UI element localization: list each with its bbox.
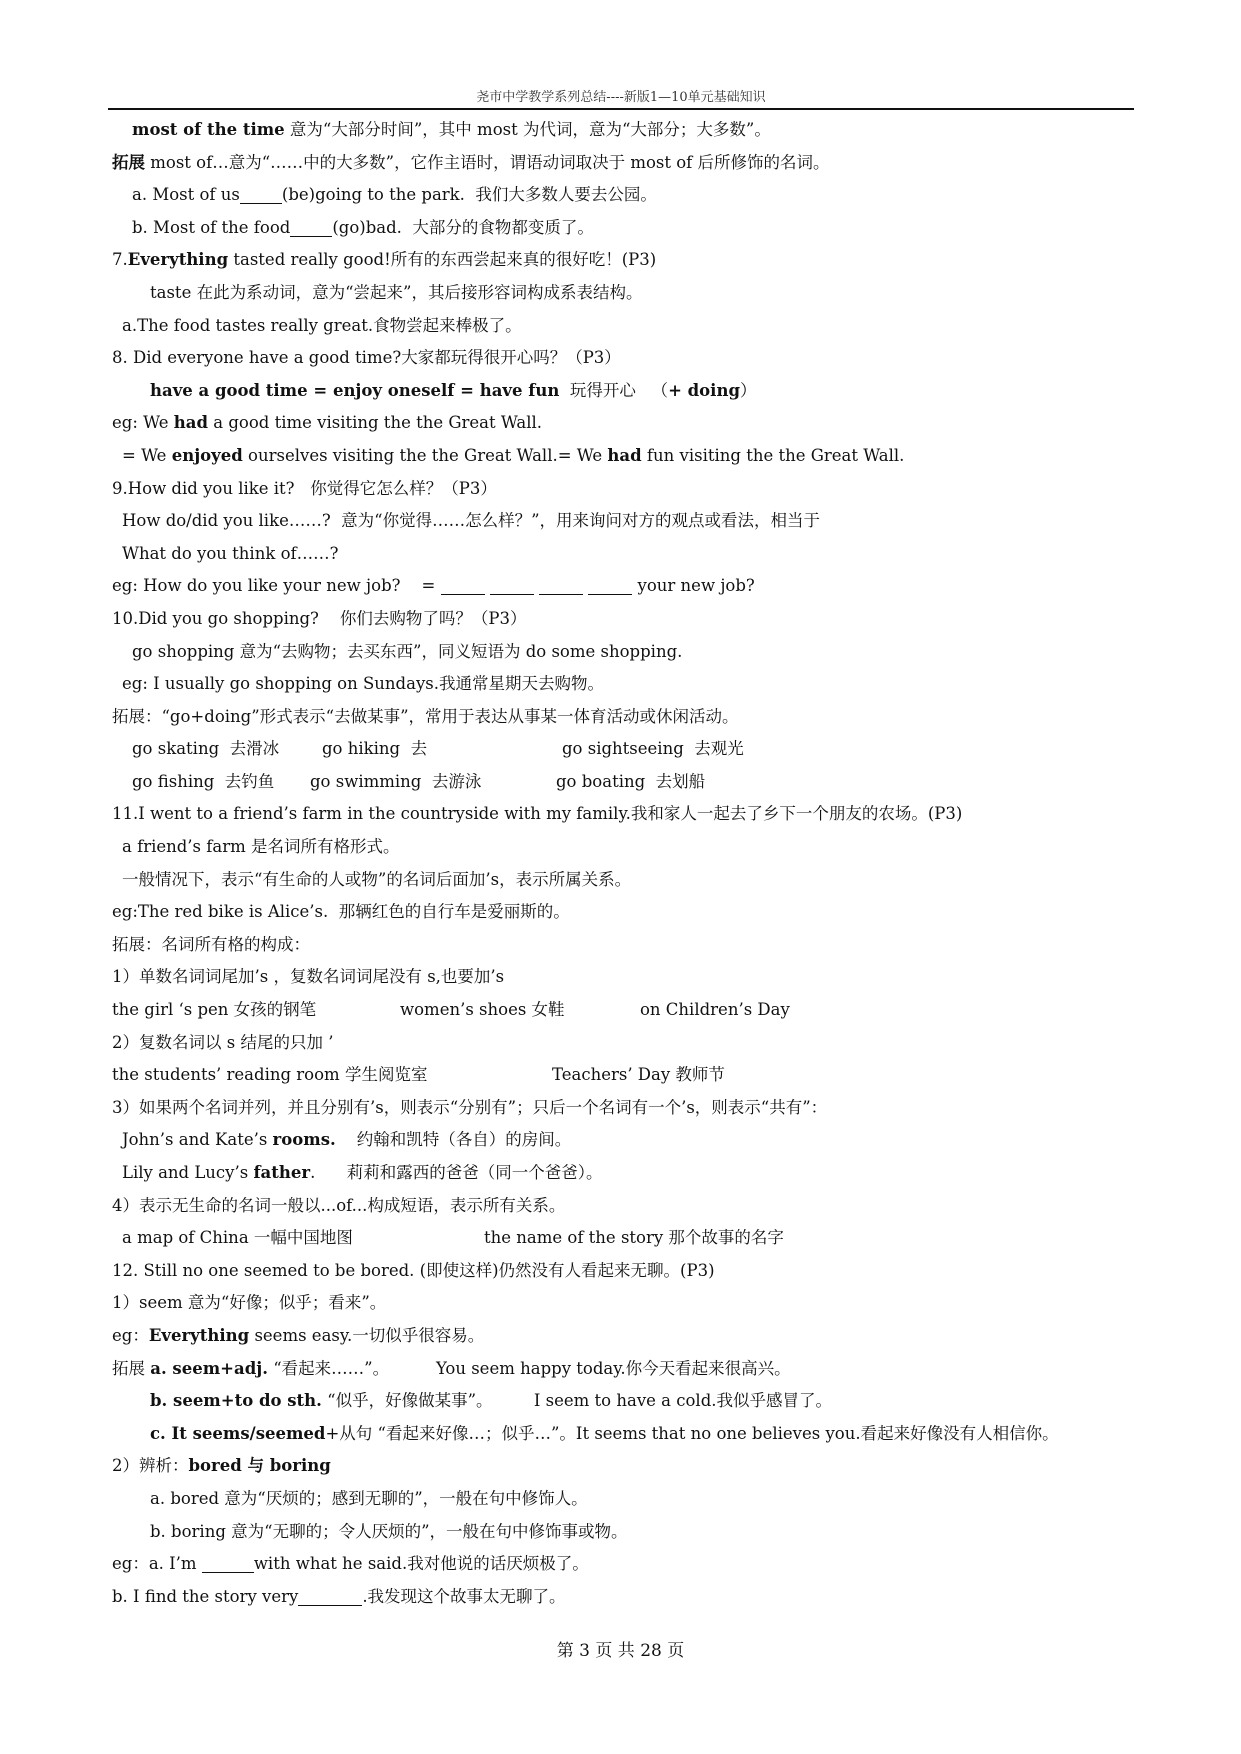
line-20 (112, 733, 1132, 766)
text: your new job? (632, 576, 755, 596)
line-38 (112, 1320, 1132, 1353)
text: 意为“大部分时间”，其中 most 为代词，意为“大部分；大多数”。 (284, 120, 771, 139)
line-23: a friend’s farm 是名词所有格形式。 (122, 837, 400, 857)
page-footer: 第 3 页 共 28 页 (556, 1641, 685, 1661)
line-7: a.The food tastes really great.食物尝起来棒极了。 (122, 315, 522, 335)
line-42 (112, 1450, 1132, 1483)
text: with what he said.我对他说的话厌烦极了。 (253, 1554, 589, 1574)
line-29: 2）复数名词以 s 结尾的只加 ’ (112, 1032, 334, 1052)
line-39 (112, 1353, 1132, 1386)
text: go hiking 去 (322, 739, 428, 759)
phrase-bold: have a good time = enjoy oneself = have fun (150, 380, 560, 400)
line-27: 1）单数名词词尾加’s ，复数名词词尾没有 s,也要加’s (112, 967, 505, 987)
text: go sightseeing 去观光 (562, 739, 744, 759)
line-5 (112, 244, 1132, 277)
line-43: a. bored 意为“厌烦的；感到无聊的”，一般在句中修饰人。 (150, 1488, 588, 1508)
text: . 莉莉和露西的爸爸（同一个爸爸）。 (310, 1163, 603, 1182)
text: go boating 去划船 (556, 771, 706, 791)
text: a map of China 一幅中国地图 (122, 1228, 353, 1248)
blank (441, 576, 485, 595)
text: (be)going to the park. 我们大多数人要去公园。 (281, 185, 657, 205)
text: 拓展 (112, 1358, 151, 1378)
line-36: 12. Still no one seemed to be bored. (即使这样)仍然没有人看起来无聊。(P3) (112, 1260, 715, 1280)
word-bold: had (607, 445, 642, 465)
text: (go)bad. 大部分的食物都变质了。 (332, 217, 594, 237)
header-rule (108, 108, 1134, 110)
text: = We (122, 445, 172, 465)
text: eg：a. I’m (112, 1554, 202, 1574)
text: b. Most of the food (132, 217, 291, 237)
page-header: 尧市中学教学系列总结----新版1—10单元基础知识 (476, 90, 766, 105)
line-26: 拓展：名词所有格的构成： (112, 934, 310, 954)
line-45 (112, 1548, 1132, 1581)
text: Lily and Lucy’s (122, 1163, 254, 1182)
line-46 (112, 1581, 1132, 1614)
text: 玩得开心 （ (559, 380, 669, 400)
text: 2）辨析： (112, 1456, 189, 1476)
text: go fishing 去钓鱼 (132, 771, 275, 791)
blank (298, 1587, 362, 1606)
text: 约翰和凯特（各自）的房间。 (335, 1130, 572, 1150)
line-11 (112, 440, 1132, 473)
text: ） (739, 380, 757, 400)
line-28 (112, 994, 1132, 1027)
line-14: What do you think of……? (122, 543, 339, 563)
line-8: 8. Did everyone have a good time?大家都玩得很开心吗？（P3） (112, 348, 621, 368)
text: seems easy.一切似乎很容易。 (249, 1325, 485, 1345)
text: the students’ reading room 学生阅览室 (112, 1065, 428, 1085)
line-19: 拓展：“go+doing”形式表示“去做某事”，常用于表达从事某一体育活动或休闲活动。 (112, 706, 739, 726)
line-16: 10.Did you go shopping? 你们去购物了吗？（P3） (112, 608, 527, 628)
text: go swimming 去游泳 (310, 771, 482, 791)
line-3 (112, 179, 1132, 212)
word-bold: enjoyed (171, 445, 243, 465)
word-bold: Everything (127, 250, 229, 270)
line-10 (112, 407, 1132, 440)
text: a good time visiting the the Great Wall. (208, 413, 543, 433)
line-2 (112, 147, 1132, 180)
text: I seem to have a cold.我似乎感冒了。 (533, 1391, 833, 1411)
document-body (112, 114, 1132, 1613)
blank (490, 576, 534, 595)
text: tasted really good!所有的东西尝起来真的很好吃！(P3) (228, 250, 657, 270)
text: “似乎，好像做某事”。 (321, 1391, 493, 1411)
word-bold: had (173, 413, 208, 433)
phrase-bold: bored 与 boring (188, 1456, 331, 1476)
text: the name of the story 那个故事的名字 (484, 1228, 784, 1248)
blank (539, 576, 583, 595)
line-21 (112, 766, 1132, 799)
text: a. Most of us (132, 185, 240, 205)
line-12: 9.How did you like it? 你觉得它怎么样？（P3） (112, 478, 497, 498)
phrase-bold: c. (150, 1423, 172, 1443)
text: eg: We (112, 413, 174, 433)
line-24: 一般情况下，表示“有生命的人或物”的名词后面加’s，表示所属关系。 (122, 869, 632, 889)
text: the girl ‘s pen 女孩的钢笔 (112, 1000, 317, 1020)
line-15 (112, 570, 1132, 603)
phrase-bold: most of the time (132, 120, 285, 139)
line-25: eg:The red bike is Alice’s. 那辆红色的自行车是爱丽斯的。 (112, 902, 570, 922)
text: +从句 “看起来好像…；似乎…”。It seems that no one believes you.看起来好像没有人相信你。 (325, 1423, 1059, 1443)
line-13: How do/did you like……? 意为“你觉得……怎么样？”，用来询问对方的观点或看法，相当于 (122, 511, 821, 531)
text: Teachers’ Day 教师节 (552, 1065, 725, 1085)
text: You seem happy today.你今天看起来很高兴。 (435, 1358, 791, 1378)
text: ourselves visiting the the Great Wall.= We (242, 445, 608, 465)
blank (290, 218, 332, 237)
line-32 (112, 1124, 1132, 1157)
label-bold: 拓展 (112, 152, 145, 172)
line-1 (112, 114, 1132, 147)
line-22: 11.I went to a friend’s farm in the countryside with my family.我和家人一起去了乡下一个朋友的农场。(P3) (112, 804, 963, 824)
text: .我发现这个故事太无聊了。 (362, 1586, 566, 1606)
line-30 (112, 1059, 1132, 1092)
text: go skating 去滑冰 (132, 739, 280, 759)
line-40 (112, 1385, 1132, 1418)
blank (588, 576, 632, 595)
word-bold: father (253, 1163, 311, 1182)
text: eg: How do you like your new job? = (112, 576, 441, 596)
word-bold: rooms. (272, 1130, 336, 1150)
phrase-bold: b. seem+to do sth. (150, 1391, 322, 1411)
line-9 (112, 375, 1132, 408)
phrase-bold: + doing (668, 380, 740, 400)
line-4 (112, 212, 1132, 245)
text: on Children’s Day (640, 1000, 790, 1020)
line-41 (112, 1418, 1132, 1451)
text: 7. (112, 250, 128, 270)
text: fun visiting the the Great Wall. (641, 445, 905, 465)
text: women’s shoes 女鞋 (400, 1000, 565, 1020)
blank (202, 1554, 254, 1573)
phrase-bold: It seems/seemed (171, 1423, 326, 1443)
line-31: 3）如果两个名词并列，并且分别有’s，则表示“分别有”；只后一个名词有一个’s，则表示“共有”： (112, 1097, 828, 1117)
line-44: b. boring 意为“无聊的；令人厌烦的”，一般在句中修饰事或物。 (150, 1521, 628, 1541)
word-bold: Everything (148, 1325, 250, 1345)
line-17: go shopping 意为“去购物；去买东西”，同义短语为 do some shopping. (132, 641, 683, 661)
line-33 (112, 1157, 1132, 1190)
text: John’s and Kate’s (122, 1130, 273, 1150)
text: b. I find the story very (112, 1586, 299, 1606)
text: eg： (112, 1325, 149, 1345)
phrase-bold: a. seem+adj. (150, 1358, 268, 1378)
line-35 (112, 1222, 1132, 1255)
line-37: 1）seem 意为“好像；似乎；看来”。 (112, 1293, 387, 1313)
line-6: taste 在此为系动词，意为“尝起来”，其后接形容词构成系表结构。 (150, 282, 643, 302)
line-18: eg: I usually go shopping on Sundays.我通常星期天去购物。 (122, 674, 604, 694)
text: most of…意为“……中的大多数”，它作主语时，谓语动词取决于 most of 后所修饰的名词。 (145, 152, 830, 172)
text: “看起来……”。 (267, 1358, 390, 1378)
line-34: 4）表示无生命的名词一般以...of...构成短语，表示所有关系。 (112, 1195, 566, 1215)
blank (240, 185, 282, 204)
